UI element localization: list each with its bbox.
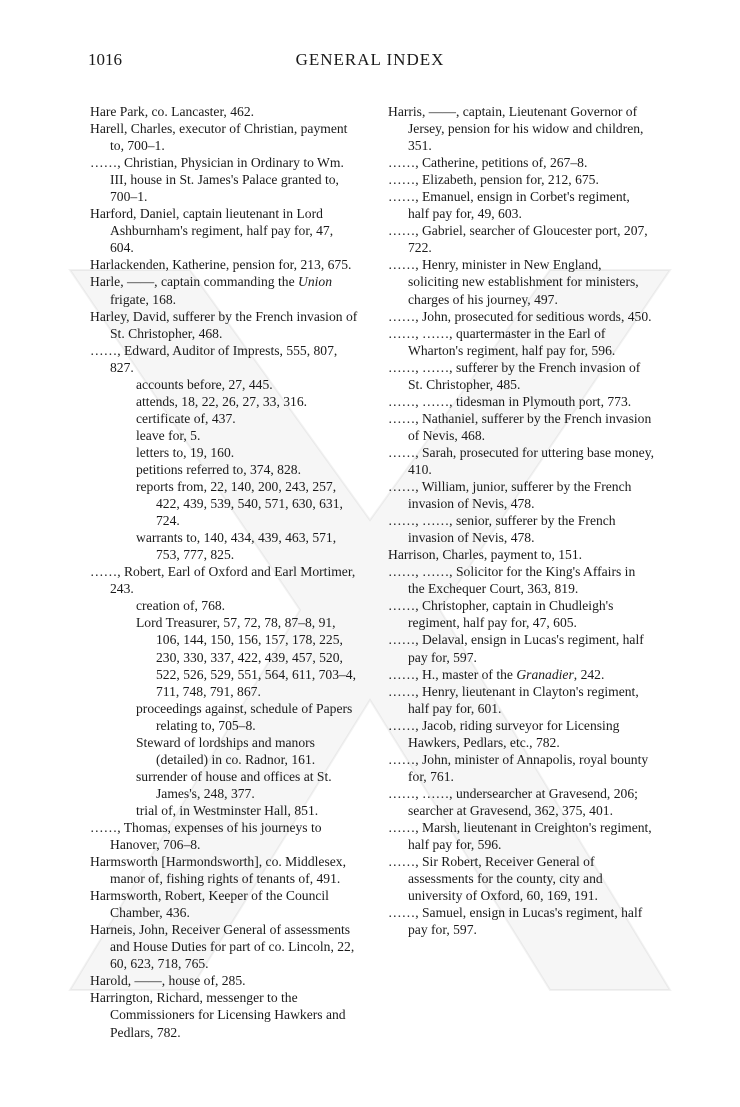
index-column-right	[388, 103, 654, 938]
index-entry: Harle, ——, captain commanding the Union frigate, 168.	[90, 274, 332, 307]
index-subentry: creation of, 768.	[136, 598, 226, 614]
index-entry: Harrington, Richard, messenger to the Commissioners for Licensing Hawkers and Pedlars, 782.	[90, 990, 346, 1040]
running-title: GENERAL INDEX	[295, 50, 445, 69]
index-entry: Harmsworth [Harmondsworth], co. Middlesex, manor of, fishing rights of tenants of, 491.	[90, 854, 346, 887]
index-entry: ……, Thomas, expenses of his journeys to Hanover, 706–8.	[90, 819, 322, 853]
index-entry: ……, ……, quartermaster in the Earl of Wharton's regiment, half pay for, 596.	[388, 325, 616, 358]
index-subentry: warrants to, 140, 434, 439, 463, 571, 753, 777, 825.	[136, 530, 337, 563]
index-entry: ……, ……, tidesman in Plymouth port, 773.	[388, 393, 632, 409]
page-header	[88, 50, 652, 74]
index-subentry: leave for, 5.	[136, 427, 201, 443]
index-entry: Harmsworth, Robert, Keeper of the Council Chamber, 436.	[90, 888, 329, 921]
index-entry: Harris, ——, captain, Lieutenant Governor of Jersey, pension for his widow and children, 351.	[388, 104, 644, 154]
index-entry: ……, Nathaniel, sufferer by the French invasion of Nevis, 468.	[388, 410, 652, 443]
index-entry: ……, Henry, lieutenant in Clayton's regiment, half pay for, 601.	[388, 683, 639, 716]
index-subentry: certificate of, 437.	[136, 410, 236, 426]
index-subentry: Lord Treasurer, 57, 72, 78, 87–8, 91, 106, 144, 150, 156, 157, 178, 225, 230, 330, 337, 422, 439, 457, 520, 522, 526, 529, 551, 564, 611, 703–4, 711, 748, 791, 867.	[136, 615, 357, 699]
index-entry: Harley, David, sufferer by the French invasion of St. Christopher, 468.	[90, 308, 358, 341]
index-subentry: letters to, 19, 160.	[136, 444, 235, 460]
index-entry: ……, ……, sufferer by the French invasion of St. Christopher, 485.	[388, 359, 641, 392]
index-entry: ……, ……, senior, sufferer by the French invasion of Nevis, 478.	[388, 513, 616, 546]
index-entry: ……, Sir Robert, Receiver General of assessments for the county, city and university of Oxford, 60, 169, 191.	[388, 854, 603, 904]
index-entry: Harell, Charles, executor of Christian, payment to, 700–1.	[90, 121, 348, 154]
index-entry: ……, Christopher, captain in Chudleigh's regiment, half pay for, 47, 605.	[388, 598, 614, 631]
index-entry: Harneis, John, Receiver General of assessments and House Duties for part of co. Lincoln, 22, 60, 623, 718, 765.	[90, 922, 355, 972]
index-subentry: petitions referred to, 374, 828.	[136, 461, 301, 477]
index-entry: Hare Park, co. Lancaster, 462.	[90, 104, 255, 119]
index-subentry: reports from, 22, 140, 200, 243, 257, 422, 439, 539, 540, 571, 630, 631, 724.	[136, 479, 343, 529]
index-entry: ……, Henry, minister in New England, soliciting new establishment for ministers, charges of his journey, 497.	[388, 257, 639, 307]
index-entry: ……, Christian, Physician in Ordinary to Wm. III, house in St. James's Palace granted to, 700–1.	[90, 155, 344, 205]
index-entry: ……, Sarah, prosecuted for uttering base money, 410.	[388, 444, 655, 477]
index-entry: ……, ……, undersearcher at Gravesend, 206; searcher at Gravesend, 362, 375, 401.	[388, 785, 638, 818]
index-column-left	[90, 103, 360, 1041]
index-entry: ……, H., master of the Granadier, 242.	[388, 666, 605, 682]
index-entry: ……, Delaval, ensign in Lucas's regiment, half pay for, 597.	[388, 632, 644, 665]
index-entry: Harold, ——, house of, 285.	[90, 973, 246, 989]
index-entry: ……, Elizabeth, pension for, 212, 675.	[388, 172, 599, 188]
index-subentry: surrender of house and offices at St. James's, 248, 377.	[136, 768, 332, 801]
index-entry: ……, Gabriel, searcher of Gloucester port, 207, 722.	[388, 223, 648, 256]
index-entry: ……, Samuel, ensign in Lucas's regiment, half pay for, 597.	[388, 905, 643, 938]
index-entry: ……, Catherine, petitions of, 267–8.	[388, 155, 588, 171]
index-entry: ……, Robert, Earl of Oxford and Earl Mortimer, 243.	[90, 564, 356, 597]
index-entry: ……, Jacob, riding surveyor for Licensing Hawkers, Pedlars, etc., 782.	[388, 717, 620, 750]
page-number: 1016	[88, 50, 122, 69]
index-entry: ……, Emanuel, ensign in Corbet's regiment, half pay for, 49, 603.	[388, 189, 630, 222]
index-entry: Harlackenden, Katherine, pension for, 213, 675.	[90, 257, 352, 273]
index-entry: ……, John, minister of Annapolis, royal bounty for, 761.	[388, 751, 649, 784]
index-subentry: trial of, in Westminster Hall, 851.	[136, 802, 319, 818]
index-entry: ……, Edward, Auditor of Imprests, 555, 807, 827.	[90, 342, 338, 375]
index-subentry: Steward of lordships and manors (detailed) in co. Radnor, 161.	[136, 734, 316, 767]
index-subentry: attends, 18, 22, 26, 27, 33, 316.	[136, 393, 308, 409]
index-entry: ……, William, junior, sufferer by the French invasion of Nevis, 478.	[388, 479, 632, 512]
index-subentry: proceedings against, schedule of Papers relating to, 705–8.	[136, 700, 353, 733]
index-entry: ……, Marsh, lieutenant in Creighton's regiment, half pay for, 596.	[388, 819, 652, 853]
index-entry: Harford, Daniel, captain lieutenant in Lord Ashburnham's regiment, half pay for, 47, 604.	[90, 206, 334, 256]
index-subentry: accounts before, 27, 445.	[136, 376, 273, 392]
index-entry: ……, John, prosecuted for seditious words, 450.	[388, 308, 652, 324]
index-entry: ……, ……, Solicitor for the King's Affairs in the Exchequer Court, 363, 819.	[388, 564, 636, 597]
index-entry: Harrison, Charles, payment to, 151.	[388, 547, 583, 563]
